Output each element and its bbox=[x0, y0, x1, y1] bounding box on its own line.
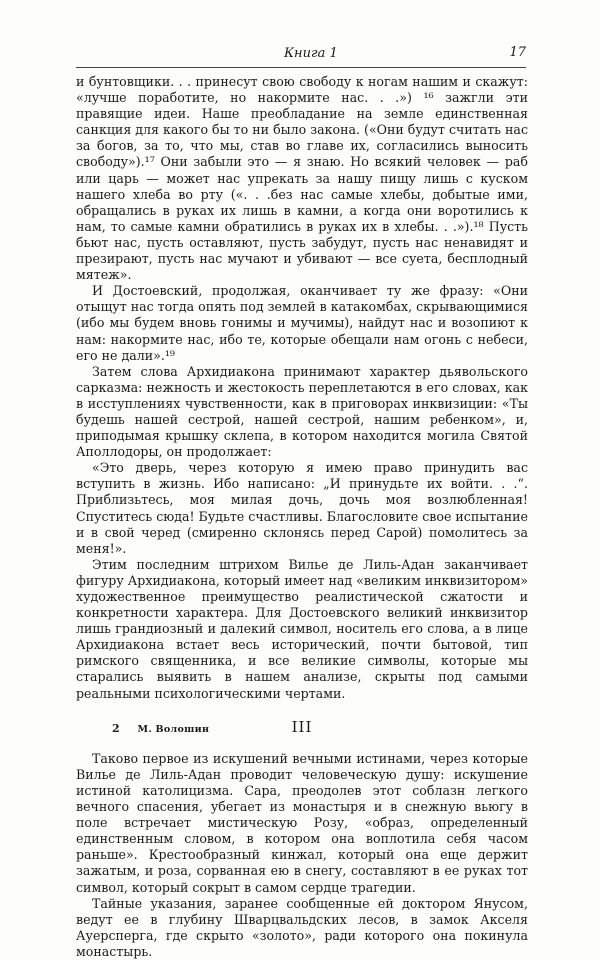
running-header-title: Книга 1 bbox=[284, 46, 338, 61]
paragraph: «Это дверь, через которую я имею право принудить вас вступить в жизнь. Ибо написано: „И принудьте их войти. . .“. Приблизьтесь, моя милая дочь, дочь моя возлюбленная! Спуститесь сюда! Будьте счастливы. Благословите свое испытание и в свой черед (смиренно склонясь перед Сарой) помолитесь за меня!». bbox=[76, 460, 528, 556]
section-heading: III bbox=[291, 717, 313, 736]
page-number: 17 bbox=[509, 45, 526, 60]
paragraph: Таково первое из искушений вечными истинами, через которые Вилье де Лиль-Адан проводит человеческую душу: искушение истиной католицизма. Сара, преодолев этот соблазн легкого вечного спасения, убегает из монастыря и в снежную вьюгу в поле встречает мистическую Розу, «образ, определенный единственным словом, в котором она воплотила себя часом раньше». Крестообразный кинжал, который она еще держит зажатым, и роза, сорванная ею в снегу, составляют в ее руках тот символ, который сокрыт в самом сердце трагедии. bbox=[76, 750, 528, 895]
paragraph: Тайные указания, заранее сообщенные ей доктором Янусом, ведут ее в глубину Шварцвальдских лесов, в замок Акселя Ауерсперга, где скрыто «золото», ради которого она покинула монастырь. bbox=[76, 895, 528, 959]
header-rule bbox=[76, 67, 526, 68]
footer-signature bbox=[112, 722, 209, 735]
running-header bbox=[76, 44, 526, 64]
paragraph: и бунтовщики. . . принесут свою свободу к ногам нашим и скажут: «лучше поработите, но накормите нас. . .») ¹⁶ зажгли эти правящие идеи. Наше преобладание на земле единственная санкция для какого бы то ни было закона. («Они будут считать нас за богов, за то, что мы, став во главе их, согласились выносить свободу»).¹⁷ Они забыли это — я знаю. Но всякий человек — раб или царь — может нас упрекать за нашу пищу лишь с куском нашего хлеба во рту («. . .без нас самые хлебы, добытые ими, обращались в руках их лишь в камни, а когда они воротились к нам, то самые камни обратились в руках их в хлебы. . .»).¹⁸ Пусть бьют нас, пусть оставляют, пусть забудут, пусть нас ненавидят и презирают, пусть нас мучают и убивают — все суета, бесплодный мятеж». bbox=[76, 74, 528, 283]
paragraph: Затем слова Архидиакона принимают характер дьявольского сарказма: нежность и жестокость переплетаются в его словах, как в исступлениях чувственности, как в приговорах инквизиции: «Ты будешь нашей сестрой, нашей сестрой, нашим ребенком», и, приподымая крышку склепа, в котором находится могила Святой Аполлодоры, он продолжает: bbox=[76, 363, 528, 460]
author-name: М. Волошин bbox=[137, 724, 210, 735]
signature-number: 2 bbox=[112, 722, 120, 735]
page-body bbox=[76, 74, 528, 960]
paragraph: И Достоевский, продолжая, оканчивает ту же фразу: «Они отыщут нас тогда опять под землей в катакомбах, скрывающимися (ибо мы будем вновь гонимы и мучимы), найдут нас и возопиют к нам: накормите нас, ибо те, которые обещали нам огонь с небеси, его не дали».¹⁹ bbox=[76, 283, 528, 363]
paragraph: Этим последним штрихом Вилье де Лиль-Адан заканчивает фигуру Архидиакона, который имеет над «великим инквизитором» художественное преимущество реалистической сжатости и конкретности характера. Для Достоевского великий инквизитор лишь грандиозный и далекий символ, носитель его слова, а в лице Архидиакона встает весь исторический, почти бытовой, тип римского священника, и все великие символы, которые мы старались выявить в нашем анализе, скрыты под самыми реальными психологическими чертами. bbox=[76, 556, 528, 701]
